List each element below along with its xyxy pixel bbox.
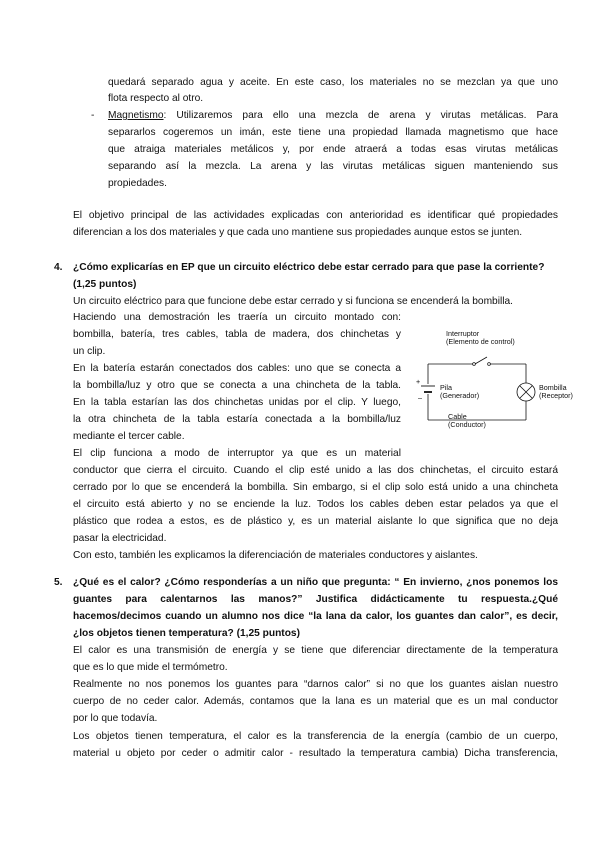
q4-answer-line-6: la bombilla/luz y otro que se conecta a una chincheta de la tabla.: [73, 380, 401, 391]
q4-answer-line-9: mediante el tercer cable.: [73, 431, 185, 442]
q5-answer-line-4: cuerpo de no ceder calor. Además, contamos que la lana es un material que es un mal conductor: [73, 696, 558, 707]
magnetism-line-1: [108, 109, 558, 123]
battery-minus: –: [418, 393, 422, 402]
battery-label-1: Pila: [440, 383, 452, 392]
q4-answer-line-7: En la tabla estarían las dos chinchetas unidas por el clip. Y luego,: [73, 397, 401, 408]
q4-answer-line-5: En la batería estarán conectados dos cables: uno que se conecta a: [73, 363, 401, 374]
bulb-icon: [517, 383, 535, 401]
intro-line-1: quedará separado agua y aceite. En este caso, los materiales no se mezclan ya que uno: [108, 77, 558, 88]
circuit-diagram: [418, 328, 576, 433]
q4-answer-line-1: Un circuito eléctrico para que funcione debe estar cerrado y si funciona se encenderá la bombilla.: [73, 296, 514, 307]
objective-line-1: El objetivo principal de las actividades explicadas con anterioridad es identificar qué propiedades: [73, 210, 558, 221]
question-5-title-4: ¿los objetos tienen temperatura? (1,25 puntos): [73, 628, 300, 639]
magnetism-line-3: que atraiga materiales metálicos y, por ende atraerá a todas esas virutas metálicas: [108, 144, 558, 155]
q4-answer-line-10: El clip funciona a modo de interruptor ya que es un material: [73, 448, 401, 459]
q5-answer-line-2: que es lo que mide el termómetro.: [73, 662, 228, 673]
magnetism-line-5: propiedades.: [108, 178, 167, 189]
q5-answer-line-7: material u objeto por ceder o admitir calor - resultado la temperatura cambia) Dicha transferencia,: [73, 748, 558, 759]
q5-answer-line-3: Realmente no nos ponemos los guantes para “darnos calor” si no que los guantes aislan nuestro: [73, 679, 558, 690]
objective-line-2: diferencian a los dos materiales y que cada uno mantiene sus propiedades aunque estos se junten.: [73, 227, 523, 238]
q4-answer-line-14: plástico que rodea a estos, es de plástico y, es un material aislante lo que significa que no deja: [73, 516, 558, 527]
magnetism-line-4: separando así la mezcla. La arena y las virutas metálicas siguen manteniendo sus: [108, 161, 558, 172]
q4-answer-line-8: la otra chincheta de la tabla estaría conectada a la bombilla/luz: [73, 414, 401, 425]
battery-label-2: (Generador): [440, 391, 480, 400]
bulb-label-2: (Receptor): [539, 391, 573, 400]
intro-line-2: flota respecto al otro.: [108, 93, 204, 104]
question-5-title-1: ¿Qué es el calor? ¿Cómo responderías a un niño que pregunta: “ En invierno, ¿nos ponemos los: [73, 577, 558, 588]
bulb-label-1: Bombilla: [539, 383, 567, 392]
q4-answer-line-2: Haciendo una demostración les traería un circuito montado con:: [73, 312, 401, 323]
magnetism-line-2: separarlos cogeremos un imán, este tiene una propiedad llamada magnetismo que hace: [108, 127, 558, 138]
switch-label-1: Interruptor: [446, 329, 480, 338]
q4-answer-line-3: bombilla, batería, tres cables, tabla de madera, dos chinchetas y: [73, 329, 401, 340]
q4-answer-line-15: pasar la electricidad.: [73, 533, 167, 544]
q4-answer-line-16: Con esto, también les explicamos la diferenciación de materiales conductores y aislantes.: [73, 550, 478, 561]
q4-answer-line-13: el circuito está abierto y no se enciende la luz. Todos los cables deben estar pelados ya que el: [73, 499, 558, 510]
switch-icon: [473, 363, 491, 366]
battery-icon: [421, 386, 435, 392]
question-5-title-3: hacemos/decimos cuando un alumno nos dice “la lana da calor, los guantes dan calor”, es decir,: [73, 611, 558, 622]
magnetism-text-1: : Utilizaremos para ello una mezcla de arena y virutas metálicas. Para: [163, 110, 558, 121]
q5-answer-line-5: por lo que todavía.: [73, 713, 158, 724]
q5-answer-line-1: El calor es una transmisión de energía y se tiene que diferenciar directamente de la temperatura: [73, 645, 558, 656]
list-dash: -: [91, 110, 95, 121]
cable-label-1: Cable: [448, 412, 467, 421]
q4-answer-line-4: un clip.: [73, 346, 106, 357]
cable-label-2: (Conductor): [448, 420, 486, 429]
question-5-title-2: guantes para calentarnos las manos?” Justifica didácticamente tu respuesta.¿Qué: [73, 594, 558, 605]
q4-answer-line-11: conductor que cierra el circuito. Cuando el clip esté unido a las dos chinchetas, el circuito estará: [73, 465, 558, 476]
question-4-title-1: ¿Cómo explicarías en EP que un circuito eléctrico debe estar cerrado para que pase la corriente?: [73, 262, 545, 273]
q4-answer-line-12: cerrado por lo que se encenderá la bombilla. Sin embargo, si el clip solo está unido a una chincheta: [73, 482, 558, 493]
q5-answer-line-6: Los objetos tienen temperatura, el calor es la transferencia de la energía (cambio de un cuerpo,: [73, 731, 558, 742]
battery-plus: +: [416, 377, 421, 386]
question-4-title-2: (1,25 puntos): [73, 279, 137, 290]
switch-label-2: (Elemento de control): [446, 337, 515, 346]
question-5-number: 5.: [54, 577, 63, 588]
magnetism-term: Magnetismo: [108, 110, 164, 121]
question-4-number: 4.: [54, 262, 63, 273]
